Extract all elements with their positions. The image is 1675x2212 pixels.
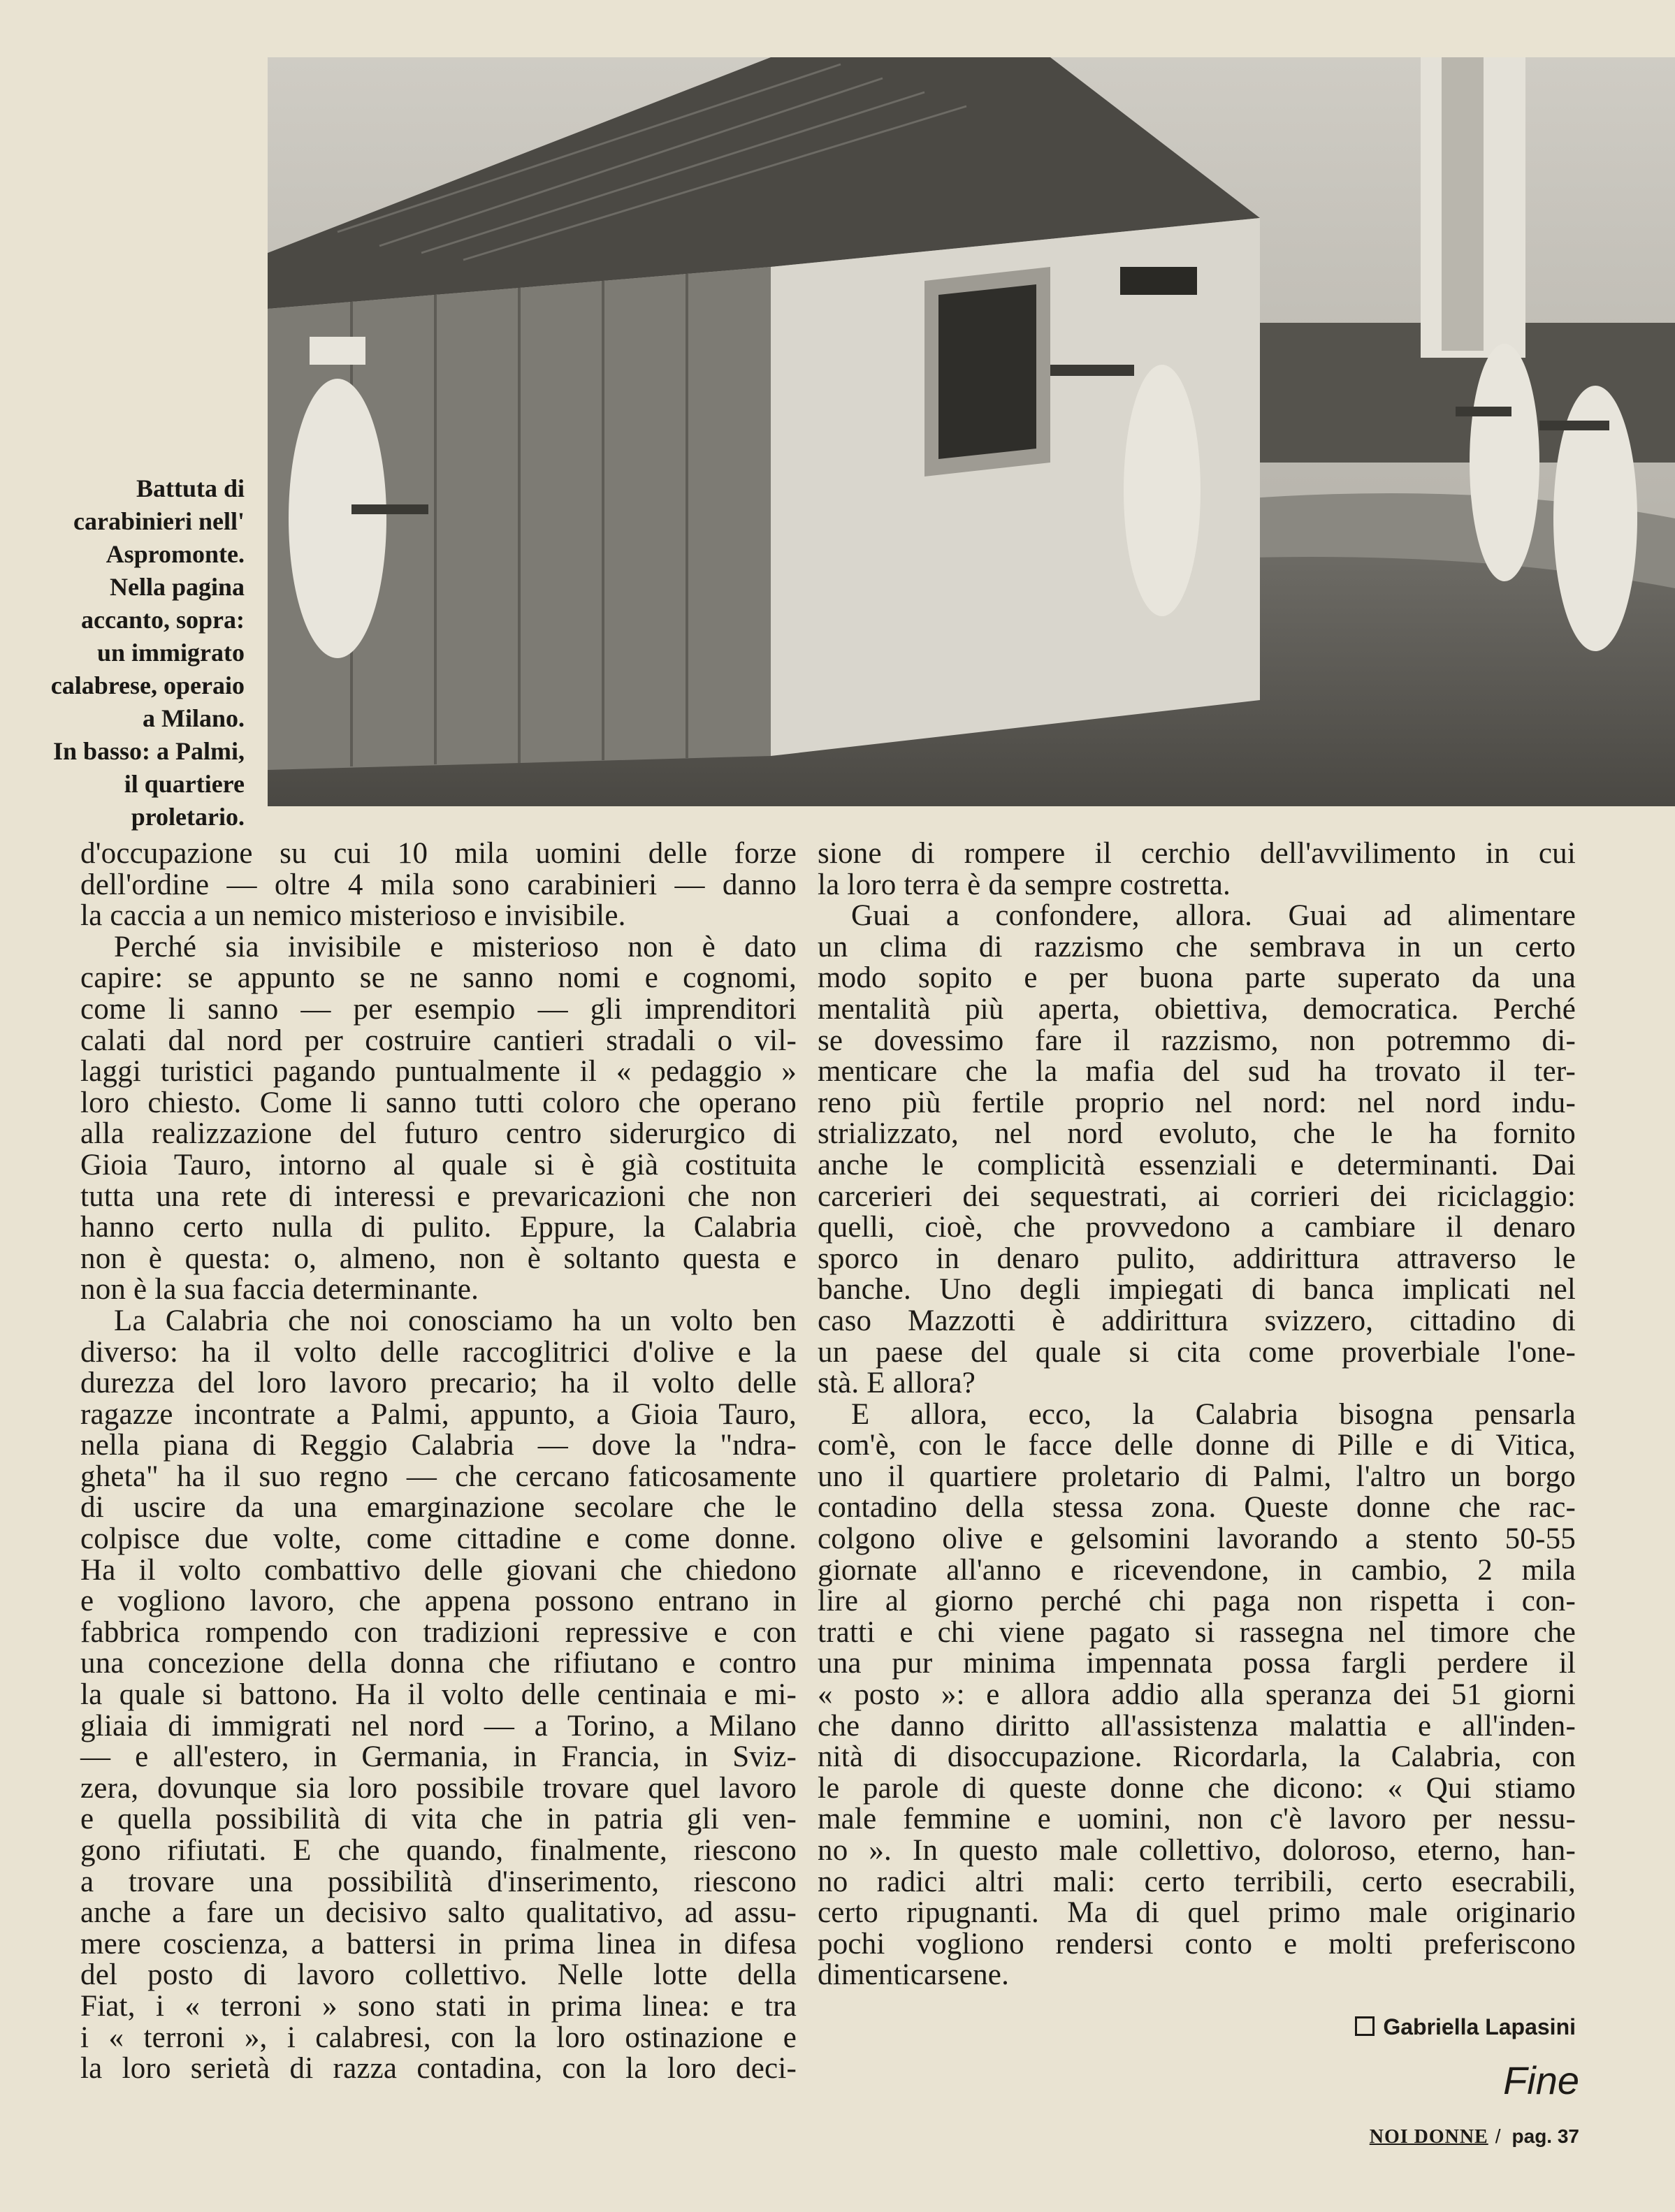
text-line: come li sanno — per esempio — gli imprenditori (80, 992, 797, 1026)
text-line: certo ripugnanti. Ma di quel primo male originario (818, 1896, 1576, 1930)
text-line: gono rifiutati. E che quando, finalmente, riescono (80, 1834, 797, 1867)
article-right-column (818, 838, 1576, 1991)
text-line: non è questa: o, almeno, non è soltanto questa e (80, 1242, 797, 1275)
text-line: com'è, con le facce delle donne di Pille e di Vitica, (818, 1429, 1576, 1462)
text-line: tutta una rete di interessi e prevaricazioni che non (80, 1179, 797, 1213)
text-line: — e all'estero, in Germania, in Francia, in Sviz- (80, 1740, 797, 1774)
text-line: Fiat, i « terroni » sono stati in prima linea: e tra (80, 1989, 797, 2023)
text-line: tratti e chi viene pagato si rassegna nel timore che (818, 1615, 1576, 1649)
text-line: reno più fertile proprio nel nord: nel nord indu- (818, 1086, 1576, 1119)
page-footer (1342, 2125, 1579, 2148)
magazine-name: NOI DONNE (1369, 2126, 1488, 2148)
text-line: quelli, cioè, che provvedono a cambiare il denaro (818, 1211, 1576, 1244)
photo-raid-icon (268, 57, 1675, 806)
text-line: pochi vogliono rendersi conto e molti preferiscono (818, 1927, 1576, 1960)
page-number: pag. 37 (1511, 2125, 1579, 2147)
text-line: male femmine e uomini, non c'è lavoro per nessu- (818, 1803, 1576, 1836)
text-line: contadino della stessa zona. Queste donne che rac- (818, 1491, 1576, 1525)
text-line: la quale si battono. Ha il volto delle centinaia e mi- (80, 1678, 797, 1712)
text-line: capire: se appunto se ne sanno nomi e cognomi, (80, 961, 797, 995)
text-line: del posto di lavoro collettivo. Nelle lotte della (80, 1958, 797, 1992)
article-photo (268, 57, 1675, 806)
text-line: la caccia a un nemico misterioso e invisibile. (80, 899, 626, 933)
text-line: le parole di queste donne che dicono: « Qui stiamo (818, 1771, 1576, 1805)
text-line: a trovare una possibilità d'inserimento, riescono (80, 1865, 797, 1898)
text-line: nità di disoccupazione. Ricordarla, la Calabria, con (818, 1740, 1576, 1774)
text-line: calati dal nord per costruire cantieri stradali o vil- (80, 1024, 797, 1057)
text-line: d'occupazione su cui 10 mila uomini delle forze (80, 837, 797, 870)
text-line: carcerieri dei sequestrati, ai corrieri dei riciclaggio: (818, 1179, 1576, 1213)
text-line: alla realizzazione del futuro centro siderurgico di (80, 1117, 797, 1151)
text-line: « posto »: e allora addio alla speranza dei 51 giorni (818, 1678, 1576, 1712)
caption-line: Battuta di (136, 474, 245, 502)
square-bullet-icon (1355, 2016, 1375, 2036)
caption-line: il quartiere (124, 770, 245, 798)
text-line: Ha il volto combattivo delle giovani che chiedono (80, 1553, 797, 1587)
text-line: diverso: ha il volto delle raccoglitrici d'olive e la (80, 1335, 797, 1369)
text-line: fabbrica rompendo con tradizioni repressive e con (80, 1615, 797, 1649)
text-line: se dovessimo fare il razzismo, non potremmo di- (818, 1024, 1576, 1057)
text-line: no radici altri mali: certo terribili, certo esecrabili, (818, 1865, 1576, 1898)
text-line: uno il quartiere proletario di Palmi, l'altro un borgo (818, 1460, 1576, 1493)
text-line: durezza del loro lavoro precario; ha il volto delle (80, 1367, 797, 1400)
text-line: laggi turistici pagando puntualmente il « pedaggio » (80, 1055, 797, 1089)
text-line: non è la sua faccia determinante. (80, 1273, 479, 1307)
text-line: La Calabria che noi conosciamo ha un volto ben (114, 1304, 797, 1337)
text-line: anche le complicità essenziali e determinanti. Dai (818, 1148, 1576, 1181)
text-line: e quella possibilità di vita che in patria gli ven- (80, 1803, 797, 1836)
text-line: ragazze incontrate a Palmi, appunto, a Gioia Tauro, (80, 1397, 797, 1431)
text-line: gliaia di immigrati nel nord — a Torino, a Milano (80, 1709, 797, 1742)
text-line: Gioia Tauro, intorno al quale si è già costituita (80, 1148, 797, 1181)
caption-line: proletario. (131, 803, 245, 831)
article-left-column (80, 838, 797, 2085)
end-mark: Fine (1503, 2058, 1579, 2102)
text-line: stà. E allora? (818, 1367, 976, 1400)
text-line: colpisce due volte, come cittadine e come donne. (80, 1522, 797, 1556)
text-line: una concezione della donna che rifiutano e contro (80, 1647, 797, 1680)
text-line: hanno certo nulla di pulito. Eppure, la Calabria (80, 1211, 797, 1244)
text-line: mere coscienza, a battersi in prima linea in difesa (80, 1927, 797, 1960)
author-byline (1331, 2014, 1576, 2040)
text-line: strializzato, nel nord evoluto, che le ha fornito (818, 1117, 1576, 1151)
footer-separator: / (1495, 2125, 1501, 2147)
text-line: giornate all'anno e ricevendone, in cambio, 2 mila (818, 1553, 1576, 1587)
text-line: un clima di razzismo che sembrava in un certo (818, 930, 1576, 963)
text-line: Guai a confondere, allora. Guai ad alimentare (851, 899, 1576, 933)
text-line: anche a fare un decisivo salto qualitativo, ad assu- (80, 1896, 797, 1930)
caption-line: Aspromonte. (106, 540, 245, 568)
photo-caption (14, 472, 245, 834)
text-line: e vogliono lavoro, che appena possono entrano in (80, 1585, 797, 1618)
text-line: mentalità più aperta, obiettiva, democratica. Perché (818, 992, 1576, 1026)
text-line: colgono olive e gelsomini lavorando a stento 50-55 (818, 1522, 1576, 1556)
text-line: una pur minima impennata possa fargli perdere il (818, 1647, 1576, 1680)
text-line: lire al giorno perché chi paga non rispetta i con- (818, 1585, 1576, 1618)
text-line: menticare che la mafia del sud ha trovato il ter- (818, 1055, 1576, 1089)
text-line: la loro terra è da sempre costretta. (818, 868, 1231, 901)
text-line: Perché sia invisibile e misterioso non è dato (114, 930, 797, 963)
text-line: banche. Uno degli impiegati di banca implicati nel (818, 1273, 1576, 1307)
caption-line: accanto, sopra: (81, 606, 245, 634)
text-line: la loro serietà di razza contadina, con la loro deci- (80, 2052, 797, 2086)
text-line: di uscire da una emarginazione secolare che le (80, 1491, 797, 1525)
text-line: dell'ordine — oltre 4 mila sono carabinieri — danno (80, 868, 797, 901)
text-line: nella piana di Reggio Calabria — dove la "ndra- (80, 1429, 797, 1462)
caption-line: a Milano. (142, 704, 245, 732)
caption-line: un immigrato (97, 639, 245, 667)
text-line: zera, dovunque sia loro possibile trovare quel lavoro (80, 1771, 797, 1805)
text-line: sione di rompere il cerchio dell'avvilimento in cui (818, 837, 1576, 870)
text-line: modo sopito e per buona parte superato da una (818, 961, 1576, 995)
author-name: Gabriella Lapasini (1383, 2014, 1576, 2039)
text-line: sporco in denaro pulito, addirittura attraverso le (818, 1242, 1576, 1275)
text-line: E allora, ecco, la Calabria bisogna pensarla (851, 1397, 1576, 1431)
text-line: un paese del quale si cita come proverbiale l'one- (818, 1335, 1576, 1369)
text-line: gheta" ha il suo regno — che cercano faticosamente (80, 1460, 797, 1493)
text-line: dimenticarsene. (818, 1958, 1010, 1992)
caption-line: calabrese, operaio (50, 671, 245, 699)
caption-line: In basso: a Palmi, (52, 737, 245, 765)
caption-line: Nella pagina (109, 573, 245, 601)
caption-line: carabinieri nell' (73, 507, 245, 535)
text-line: caso Mazzotti è addirittura svizzero, cittadino di (818, 1304, 1576, 1337)
text-line: i « terroni », i calabresi, con la loro ostinazione e (80, 2021, 797, 2054)
text-line: loro chiesto. Come li sanno tutti coloro che operano (80, 1086, 797, 1119)
text-line: no ». In questo male collettivo, doloroso, eterno, han- (818, 1834, 1576, 1867)
text-line: che danno diritto all'assistenza malattia e all'inden- (818, 1709, 1576, 1742)
